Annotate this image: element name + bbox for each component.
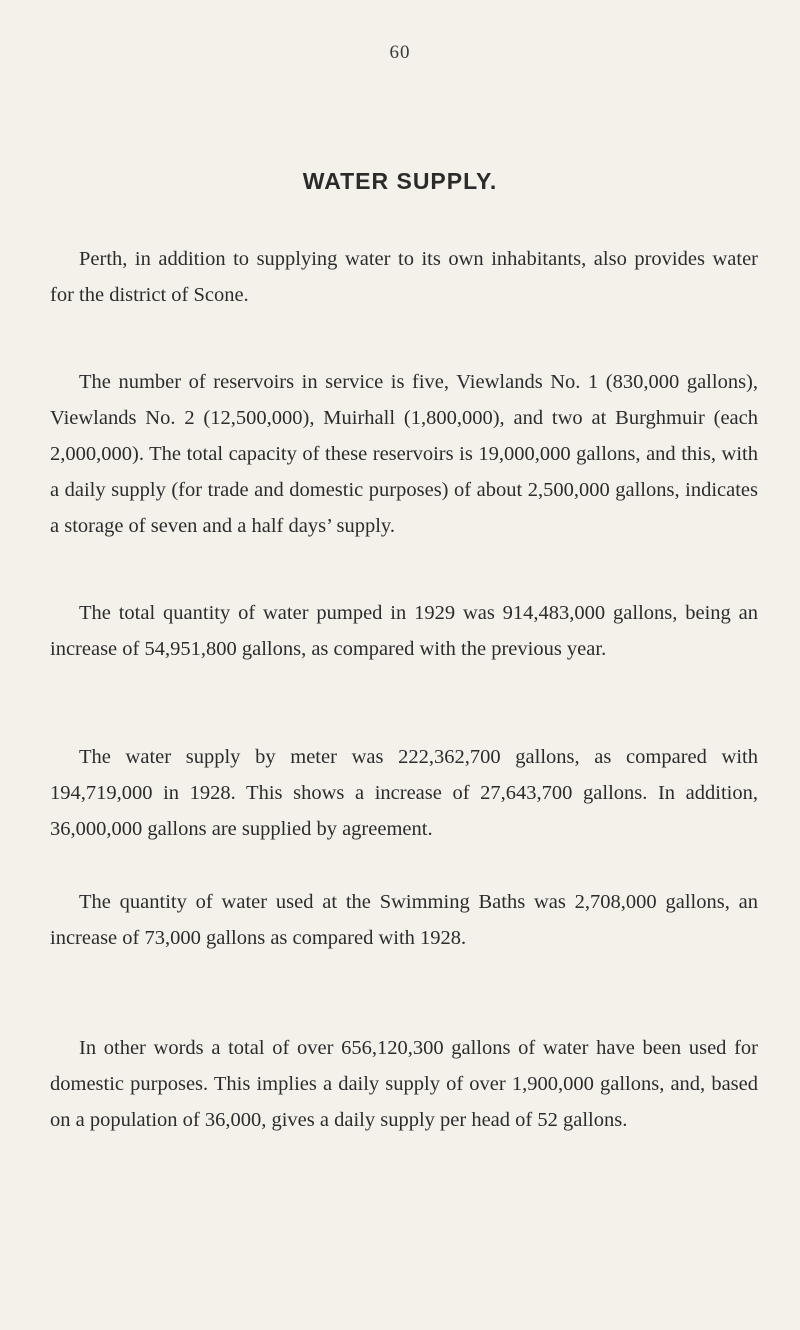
paragraph-text: In other words a total of over 656,120,300 gallons of water have been used for domestic purposes. This implies a daily supply of over 1,900,000 gallons, and, based on a population of 36,000, gives a daily supply per head of 52 gallons. bbox=[50, 1037, 758, 1131]
paragraph-text: The quantity of water used at the Swimming Baths was 2,708,000 gallons, an increase of 73,000 gallons as compared with 1928. bbox=[50, 891, 758, 949]
paragraph-meter-supply bbox=[50, 739, 758, 847]
paragraph-text: The total quantity of water pumped in 1929 was 914,483,000 gallons, being an increase of 54,951,800 gallons, as compared with the previous year. bbox=[50, 602, 758, 660]
paragraph-swimming-baths bbox=[50, 884, 758, 956]
paragraph-water-pumped bbox=[50, 595, 758, 667]
page-title: WATER SUPPLY. bbox=[302, 168, 498, 194]
paragraph-scone-supply bbox=[50, 241, 758, 313]
page-number: 60 bbox=[389, 42, 411, 63]
paragraph-domestic-total bbox=[50, 1030, 758, 1138]
paragraph-reservoirs bbox=[50, 364, 758, 544]
paragraph-text: The water supply by meter was 222,362,700 gallons, as compared with 194,719,000 in 1928. This shows a increase of 27,643,700 gallons. In addition, 36,000,000 gallons are supplied by agreement. bbox=[50, 746, 758, 840]
paragraph-text: Perth, in addition to supplying water to its own inhabitants, also provides water for the district of Scone. bbox=[50, 248, 758, 306]
paragraph-text: The number of reservoirs in service is five, Viewlands No. 1 (830,000 gallons), Viewlands No. 2 (12,500,000), Muirhall (1,800,000), and two at Burghmuir (each 2,000,000). The total capacity of these reservoirs is 19,000,000 gallons, and this, with a daily supply (for trade and domestic purposes) of about 2,500,000 gallons, indicates a storage of seven and a half days’ supply. bbox=[50, 371, 758, 537]
